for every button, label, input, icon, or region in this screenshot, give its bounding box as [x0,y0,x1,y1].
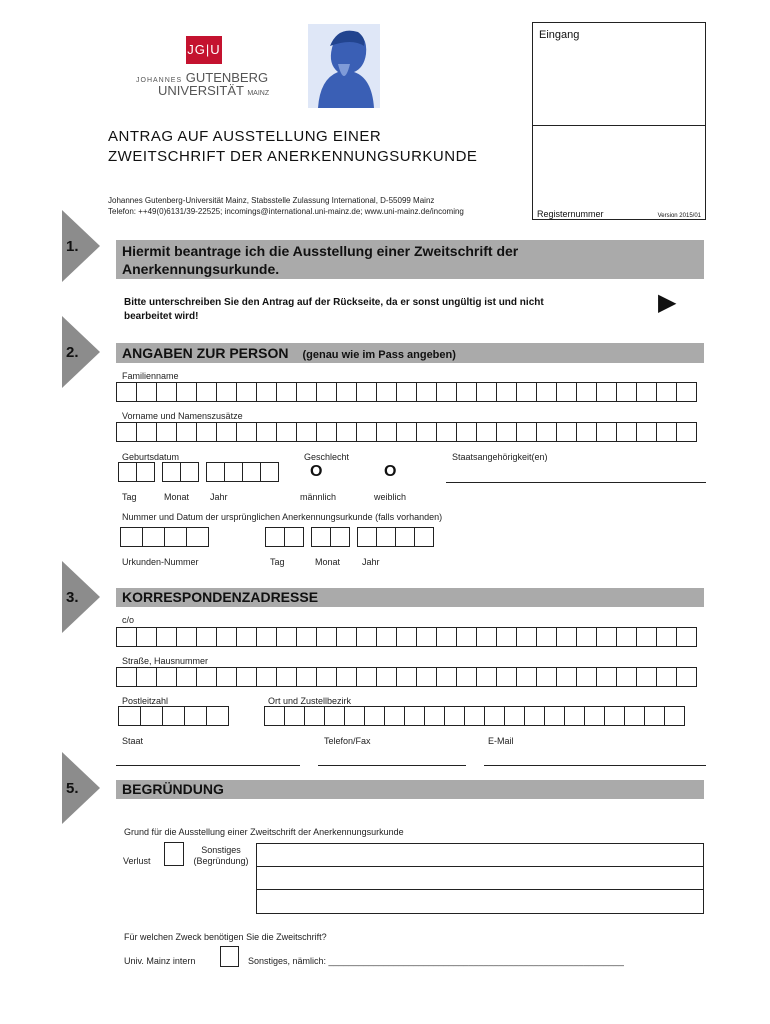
char-box[interactable] [476,382,497,402]
char-box[interactable] [376,627,397,647]
verlust-label: Verlust [123,856,151,866]
char-box[interactable] [196,667,217,687]
staat-line[interactable] [116,765,300,766]
familienname-input[interactable] [116,382,696,402]
char-box[interactable] [116,667,137,687]
char-box[interactable] [316,667,337,687]
char-box[interactable] [256,422,277,442]
zweck-label: Für welchen Zweck benötigen Sie die Zweitschrift? [124,932,327,942]
char-box[interactable] [396,627,417,647]
section-3-heading: KORRESPONDENZADRESSE [116,588,704,607]
geburtsdatum-label: Geburtsdatum [122,452,180,462]
char-box[interactable] [236,667,257,687]
jahr2-label: Jahr [362,557,380,567]
char-box[interactable] [336,667,357,687]
monat-label: Monat [164,492,190,502]
char-box[interactable] [136,667,157,687]
char-box[interactable] [176,667,197,687]
section-1-heading: Hiermit beantrage ich die Ausstellung einer Zweitschrift der Anerkennungsurkunde. [116,240,704,279]
jahr-label: Jahr [210,492,228,502]
char-box[interactable] [416,422,437,442]
char-box[interactable] [364,706,385,726]
char-box[interactable] [616,667,637,687]
char-box[interactable] [524,706,545,726]
char-box[interactable] [296,422,317,442]
char-box[interactable] [156,382,177,402]
char-box[interactable] [576,422,597,442]
char-box[interactable] [376,422,397,442]
char-box[interactable] [456,667,477,687]
char-box[interactable] [596,667,617,687]
char-box[interactable] [656,382,677,402]
sonstiges-naemlich-field[interactable]: Sonstiges, nämlich: ___________________________________________________________ [248,956,624,966]
char-box[interactable] [436,382,457,402]
urkunden-nummer-label: Urkunden-Nummer [122,557,199,567]
char-box[interactable] [196,627,217,647]
char-box[interactable] [484,706,505,726]
char-box[interactable] [496,382,517,402]
char-box[interactable] [284,706,305,726]
male-radio[interactable]: O [310,463,323,480]
section-3-marker: 3. [62,561,100,633]
arrow-right-icon: ▶ [658,289,677,316]
char-box[interactable] [556,382,577,402]
char-box[interactable] [176,382,197,402]
char-box[interactable] [616,627,637,647]
section-2-marker: 2. [62,316,100,388]
char-box[interactable] [356,667,377,687]
telefon-label: Telefon/Fax [324,736,371,746]
char-box[interactable] [516,382,537,402]
strasse-label: Straße, Hausnummer [122,656,209,666]
char-box[interactable] [616,422,637,442]
char-box[interactable] [556,627,577,647]
char-box[interactable] [444,706,465,726]
office-address: Johannes Gutenberg-Universität Mainz, Stabsstelle Zulassung International, D-55099 Mainz Telefon: ++49(0)6131/39-22525; incomings@international.uni-mainz.de; www.uni-mainz.de/incoming [108,196,464,216]
char-box[interactable] [456,627,477,647]
char-box[interactable] [596,382,617,402]
staatsangehoerigkeit-line[interactable] [446,482,706,483]
char-box[interactable] [304,706,325,726]
char-box[interactable] [596,627,617,647]
char-box[interactable] [556,422,577,442]
char-box[interactable] [676,382,697,402]
char-box[interactable] [436,422,457,442]
urkunden-nummer-input[interactable] [120,527,208,547]
monat2-label: Monat [315,557,341,567]
char-box[interactable] [156,627,177,647]
tag2-label: Tag [270,557,285,567]
char-box[interactable] [356,422,377,442]
char-box[interactable] [136,422,157,442]
char-box[interactable] [404,706,425,726]
char-box[interactable] [584,706,605,726]
char-box[interactable] [596,422,617,442]
char-box[interactable] [264,706,285,726]
urkunde-info-label: Nummer und Datum der ursprünglichen Anerkennungsurkunde (falls vorhanden) [122,512,443,522]
version-label: Version 2015/01 [657,213,701,219]
char-box[interactable] [344,706,365,726]
char-box[interactable] [504,706,525,726]
char-box[interactable] [136,627,157,647]
char-box[interactable] [636,382,657,402]
char-box[interactable] [116,627,137,647]
char-box[interactable] [616,382,637,402]
char-box[interactable] [436,627,457,647]
urkunde-year-input[interactable] [357,527,433,547]
char-box[interactable] [336,627,357,647]
urkunde-month-input[interactable] [311,527,349,547]
char-box[interactable] [256,627,277,647]
char-box[interactable] [536,667,557,687]
form-title: ANTRAG AUF AUSSTELLUNG EINER ZWEITSCHRIFT DER ANERKENNUNGSURKUNDE [108,128,478,165]
char-box[interactable] [276,667,297,687]
birth-month-input[interactable] [162,462,198,482]
signature-notice: Bitte unterschreiben Sie den Antrag auf der Rückseite, da er sonst ungültig ist und nicht bearbeitet wird! [124,297,544,322]
char-box[interactable] [516,422,537,442]
char-box[interactable] [196,422,217,442]
char-box[interactable] [576,382,597,402]
char-box[interactable] [464,706,485,726]
logo-line2: UNIVERSITÄT MAINZ [158,83,270,98]
char-box[interactable] [536,422,557,442]
char-box[interactable] [664,706,685,726]
char-box[interactable] [556,667,577,687]
university-logo [108,24,380,108]
char-box[interactable] [156,422,177,442]
char-box[interactable] [324,706,345,726]
char-box[interactable] [604,706,625,726]
vorname-input[interactable] [116,422,696,442]
staatsangehoerigkeit-label: Staatsangehörigkeit(en) [452,452,548,462]
tag-label: Tag [122,492,137,502]
vorname-label: Vorname und Namenszusätze [122,411,243,421]
char-box[interactable] [496,422,517,442]
char-box[interactable] [676,422,697,442]
char-box[interactable] [384,706,405,726]
char-box[interactable] [656,422,677,442]
char-box[interactable] [516,667,537,687]
char-box[interactable] [316,422,337,442]
char-box[interactable] [316,627,337,647]
char-box[interactable] [276,627,297,647]
eingang-label: Eingang [539,29,580,41]
char-box[interactable] [656,627,677,647]
char-box[interactable] [256,382,277,402]
char-box[interactable] [636,422,657,442]
birth-year-input[interactable] [206,462,278,482]
char-box[interactable] [196,382,217,402]
strasse-input[interactable] [116,667,696,687]
char-box[interactable] [536,382,557,402]
char-box[interactable] [236,422,257,442]
char-box[interactable] [636,667,657,687]
char-box[interactable] [644,706,665,726]
char-box[interactable] [176,422,197,442]
char-box[interactable] [116,422,137,442]
staat-label: Staat [122,736,144,746]
familienname-label: Familienname [122,371,179,381]
urkunde-day-input[interactable] [265,527,303,547]
char-box[interactable] [256,667,277,687]
char-box[interactable] [536,627,557,647]
char-box[interactable] [424,706,445,726]
char-box[interactable] [476,667,497,687]
birth-day-input[interactable] [118,462,154,482]
char-box[interactable] [376,382,397,402]
plz-label: Postleitzahl [122,696,169,706]
begruendung-input[interactable] [256,843,704,914]
char-box[interactable] [336,422,357,442]
char-box[interactable] [456,382,477,402]
char-box[interactable] [216,422,237,442]
geschlecht-label: Geschlecht [304,452,350,462]
char-box[interactable] [296,382,317,402]
char-box[interactable] [656,667,677,687]
char-box[interactable] [356,627,377,647]
char-box[interactable] [456,422,477,442]
char-box[interactable] [216,627,237,647]
char-box[interactable] [216,382,237,402]
char-box[interactable] [396,382,417,402]
gutenberg-portrait-icon [308,24,380,108]
maennlich-label: männlich [300,492,337,502]
grund-label: Grund für die Ausstellung einer Zweitschrift der Anerkennungsurkunde [124,827,404,837]
char-box[interactable] [296,627,317,647]
char-box[interactable] [416,627,437,647]
char-box[interactable] [236,382,257,402]
char-box[interactable] [136,382,157,402]
char-box[interactable] [296,667,317,687]
char-box[interactable] [676,667,697,687]
char-box[interactable] [316,382,337,402]
sonstiges-label: Sonstiges (Begründung) [193,845,249,866]
weiblich-label: weiblich [374,492,407,502]
char-box[interactable] [636,627,657,647]
char-box[interactable] [396,667,417,687]
char-box[interactable] [496,627,517,647]
female-radio[interactable]: O [384,463,397,480]
char-box[interactable] [356,382,377,402]
char-box[interactable] [156,667,177,687]
char-box[interactable] [564,706,585,726]
char-box[interactable] [396,422,417,442]
section-5-heading: BEGRÜNDUNG [116,780,704,799]
email-label: E-Mail [488,736,514,746]
univ-intern-label: Univ. Mainz intern [124,956,196,966]
section-2-heading: ANGABEN ZUR PERSON (genau wie im Pass angeben) [116,343,704,363]
registernummer-label: Registernummer [537,209,604,219]
section-5-marker: 5. [62,752,100,824]
char-box[interactable] [176,627,197,647]
char-box[interactable] [276,422,297,442]
char-box[interactable] [376,667,397,687]
char-box[interactable] [476,627,497,647]
jgu-logo-mark: JG|U [186,36,222,64]
char-box[interactable] [416,667,437,687]
char-box[interactable] [336,382,357,402]
char-box[interactable] [496,667,517,687]
char-box[interactable] [676,627,697,647]
office-stamp-box [532,22,706,220]
ort-label: Ort und Zustellbezirk [268,696,352,706]
char-box[interactable] [516,627,537,647]
co-label: c/o [122,615,135,625]
univ-intern-checkbox[interactable] [220,946,239,967]
plz-input[interactable] [118,706,228,726]
char-box[interactable] [576,667,597,687]
co-input[interactable] [116,627,696,647]
section-1-marker: 1. [62,210,100,282]
char-box[interactable] [436,667,457,687]
char-box[interactable] [576,627,597,647]
char-box[interactable] [276,382,297,402]
email-line[interactable] [484,765,706,766]
char-box[interactable] [416,382,437,402]
char-box[interactable] [476,422,497,442]
char-box[interactable] [624,706,645,726]
ort-input[interactable] [264,706,684,726]
char-box[interactable] [116,382,137,402]
verlust-checkbox[interactable] [164,842,184,866]
char-box[interactable] [236,627,257,647]
char-box[interactable] [216,667,237,687]
logo-line1: JOHANNES GUTENBERG [136,70,269,85]
char-box[interactable] [544,706,565,726]
telefon-line[interactable] [318,765,466,766]
